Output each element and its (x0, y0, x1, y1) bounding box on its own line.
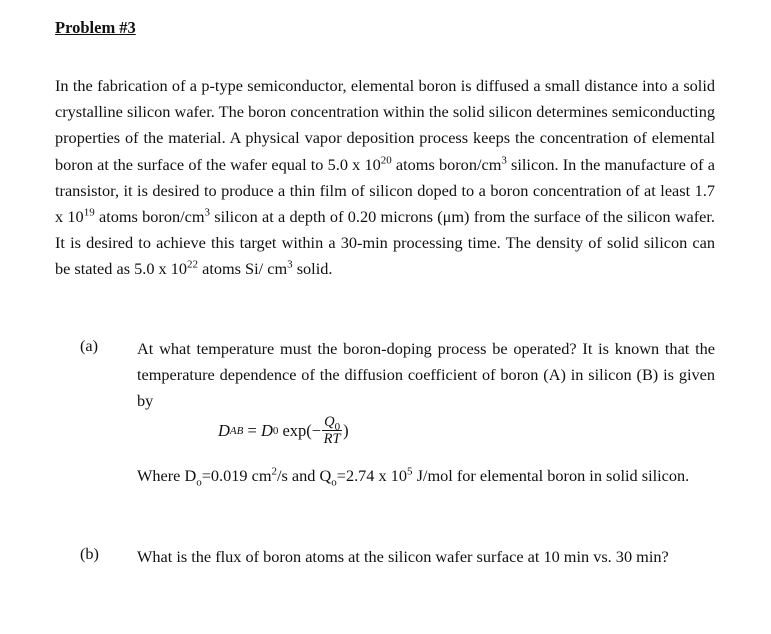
part-a-where (137, 463, 715, 489)
exponent: 19 (83, 206, 95, 219)
eq-denominator: RT (323, 431, 341, 447)
eq-close: ) (343, 420, 349, 440)
where-sub: o (196, 476, 202, 489)
exponent: 3 (501, 154, 507, 167)
eq-fraction (322, 414, 342, 447)
eq-lhs: D (218, 420, 230, 440)
where-sup: 2 (271, 465, 277, 478)
part-b-question: What is the flux of boron atoms at the silicon wafer surface at 10 min vs. 30 min? (137, 547, 669, 566)
eq-d0: D (260, 420, 273, 440)
diffusion-equation: D AB = D 0 exp(− $\frac{Q_0}{RT}$ ) (218, 414, 349, 447)
intro-text: In the fabrication of a p-type semiconductor, elemental boron is diffused a small distance into a solid crystalline silicon wafer. The boron concentration within the solid silicon determines semiconducting properties of the material. A physical vapor deposition process keeps the concentration of elemental boron at the surface of the wafer equal to 5.0 x 10 (55, 76, 715, 174)
part-b-label: (b) (80, 544, 99, 563)
problem-intro-paragraph (55, 73, 715, 283)
intro-text: silicon. In the manufacture of a transistor, it is desired to produce a thin film of silicon doped to a boron concentration of at least 1.7 x 10 (55, 154, 715, 227)
eq-exp: exp(− (278, 420, 322, 440)
exponent: 3 (287, 259, 293, 271)
intro-text: silicon at a depth of 0.20 microns (μm) from the surface of the silicon wafer. It is desired to achieve this target within a 30-min processing time. The density of solid silicon can be stated as 5.0 x 10 (55, 207, 715, 279)
where-text: J/mol for elemental boron in solid silicon. (412, 466, 690, 485)
where-text: Where D (137, 466, 197, 485)
eq-num-sub: 0 (334, 420, 341, 433)
intro-text: atoms boron/cm (94, 207, 205, 227)
where-sup: 5 (407, 465, 413, 478)
part-a-question: At what temperature must the boron-doping process be operated? It is known that the temperature dependence of the diffusion coefficient of boron (A) in silicon (B) is given by (137, 339, 715, 410)
eq-num-q: Q (324, 414, 335, 430)
where-text: /s and Q (277, 466, 332, 485)
where-sub: o (331, 476, 337, 489)
exponent: 20 (380, 154, 392, 167)
exponent: 22 (187, 259, 199, 271)
intro-text: solid. (292, 259, 333, 279)
intro-text: atoms Si/ cm (198, 259, 288, 279)
problem-title: Problem #3 (55, 18, 136, 37)
eq-equals: = (243, 420, 261, 440)
exponent: 3 (204, 206, 211, 219)
eq-numerator (322, 414, 342, 431)
where-text: =0.019 cm (201, 466, 272, 485)
intro-text: atoms boron/cm (391, 154, 502, 174)
part-a-label: (a) (80, 336, 99, 355)
where-text: =2.74 x 10 (336, 466, 408, 485)
